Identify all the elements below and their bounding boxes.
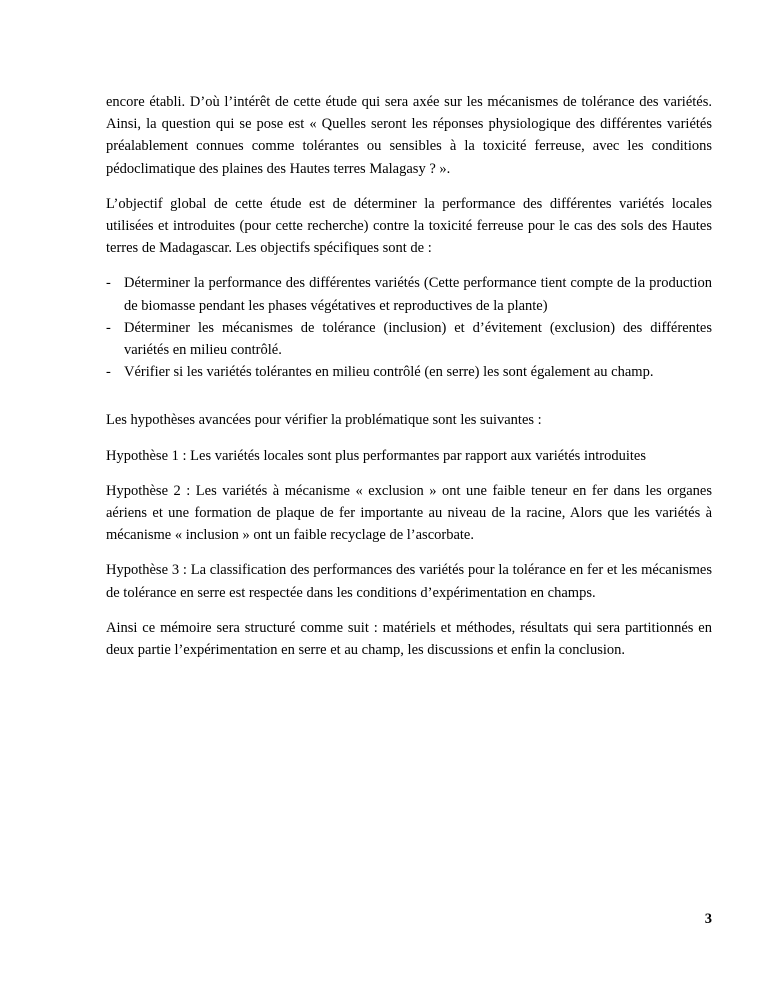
bullet-dash: - [106, 364, 111, 381]
objectives-list [106, 272, 712, 383]
list-item [106, 361, 712, 383]
paragraph-structure: Ainsi ce mémoire sera structuré comme suit : matériels et méthodes, résultats qui sera partitionnés en deux partie l’expérimentation en serre et au champ, les discussions et enfin la conclusion. [106, 619, 712, 659]
paragraph-global-objective: L’objectif global de cette étude est de déterminer la performance des différentes variétés locales utilisées et introduites (pour cette recherche) contre la toxicité ferreuse pour le cas des sols des Hautes terres de Madagascar. Les objectifs spécifiques sont de : [106, 195, 712, 257]
paragraph-problem-statement: encore établi. D’où l’intérêt de cette étude qui sera axée sur les mécanismes de tolérance des variétés. Ainsi, la question qui se pose est « Quelles seront les réponses physiologique des différentes variétés préalablement connues comme tolérantes ou sensibles à la toxicité ferreuse, avec les conditions pédoclimatique des plaines des Hautes terres Malagasy ? ». [106, 94, 712, 177]
bullet-dash: - [106, 275, 111, 292]
page-number: 3 [704, 911, 712, 927]
hypothesis-2: Hypothèse 2 : Les variétés à mécanisme « exclusion » ont une faible teneur en fer dans les organes aériens et une formation de plaque de fer importante au niveau de la racine, Alors que les variétés à mécanisme « inclusion » ont un faible recyclage de l’ascorbate. [106, 482, 712, 544]
objective-text: Vérifier si les variétés tolérantes en milieu contrôlé (en serre) les sont également au champ. [124, 364, 654, 381]
hypothesis-1: Hypothèse 1 : Les variétés locales sont plus performantes par rapport aux variétés introduites [106, 447, 646, 464]
hypotheses-intro: Les hypothèses avancées pour vérifier la problématique sont les suivantes : [106, 412, 542, 429]
objective-text: Déterminer la performance des différentes variétés (Cette performance tient compte de la production de biomasse pendant les phases végétatives et reproductives de la plante) [124, 275, 712, 314]
list-item [106, 317, 712, 361]
document-body [106, 91, 712, 661]
list-item [106, 272, 712, 316]
objective-text: Déterminer les mécanismes de tolérance (inclusion) et d’évitement (exclusion) des différentes variétés en milieu contrôlé. [124, 319, 712, 359]
bullet-dash: - [106, 319, 111, 336]
hypothesis-3: Hypothèse 3 : La classification des performances des variétés pour la tolérance en fer et les mécanismes de tolérance en serre est respectée dans les conditions d’expérimentation en champs. [106, 562, 712, 601]
